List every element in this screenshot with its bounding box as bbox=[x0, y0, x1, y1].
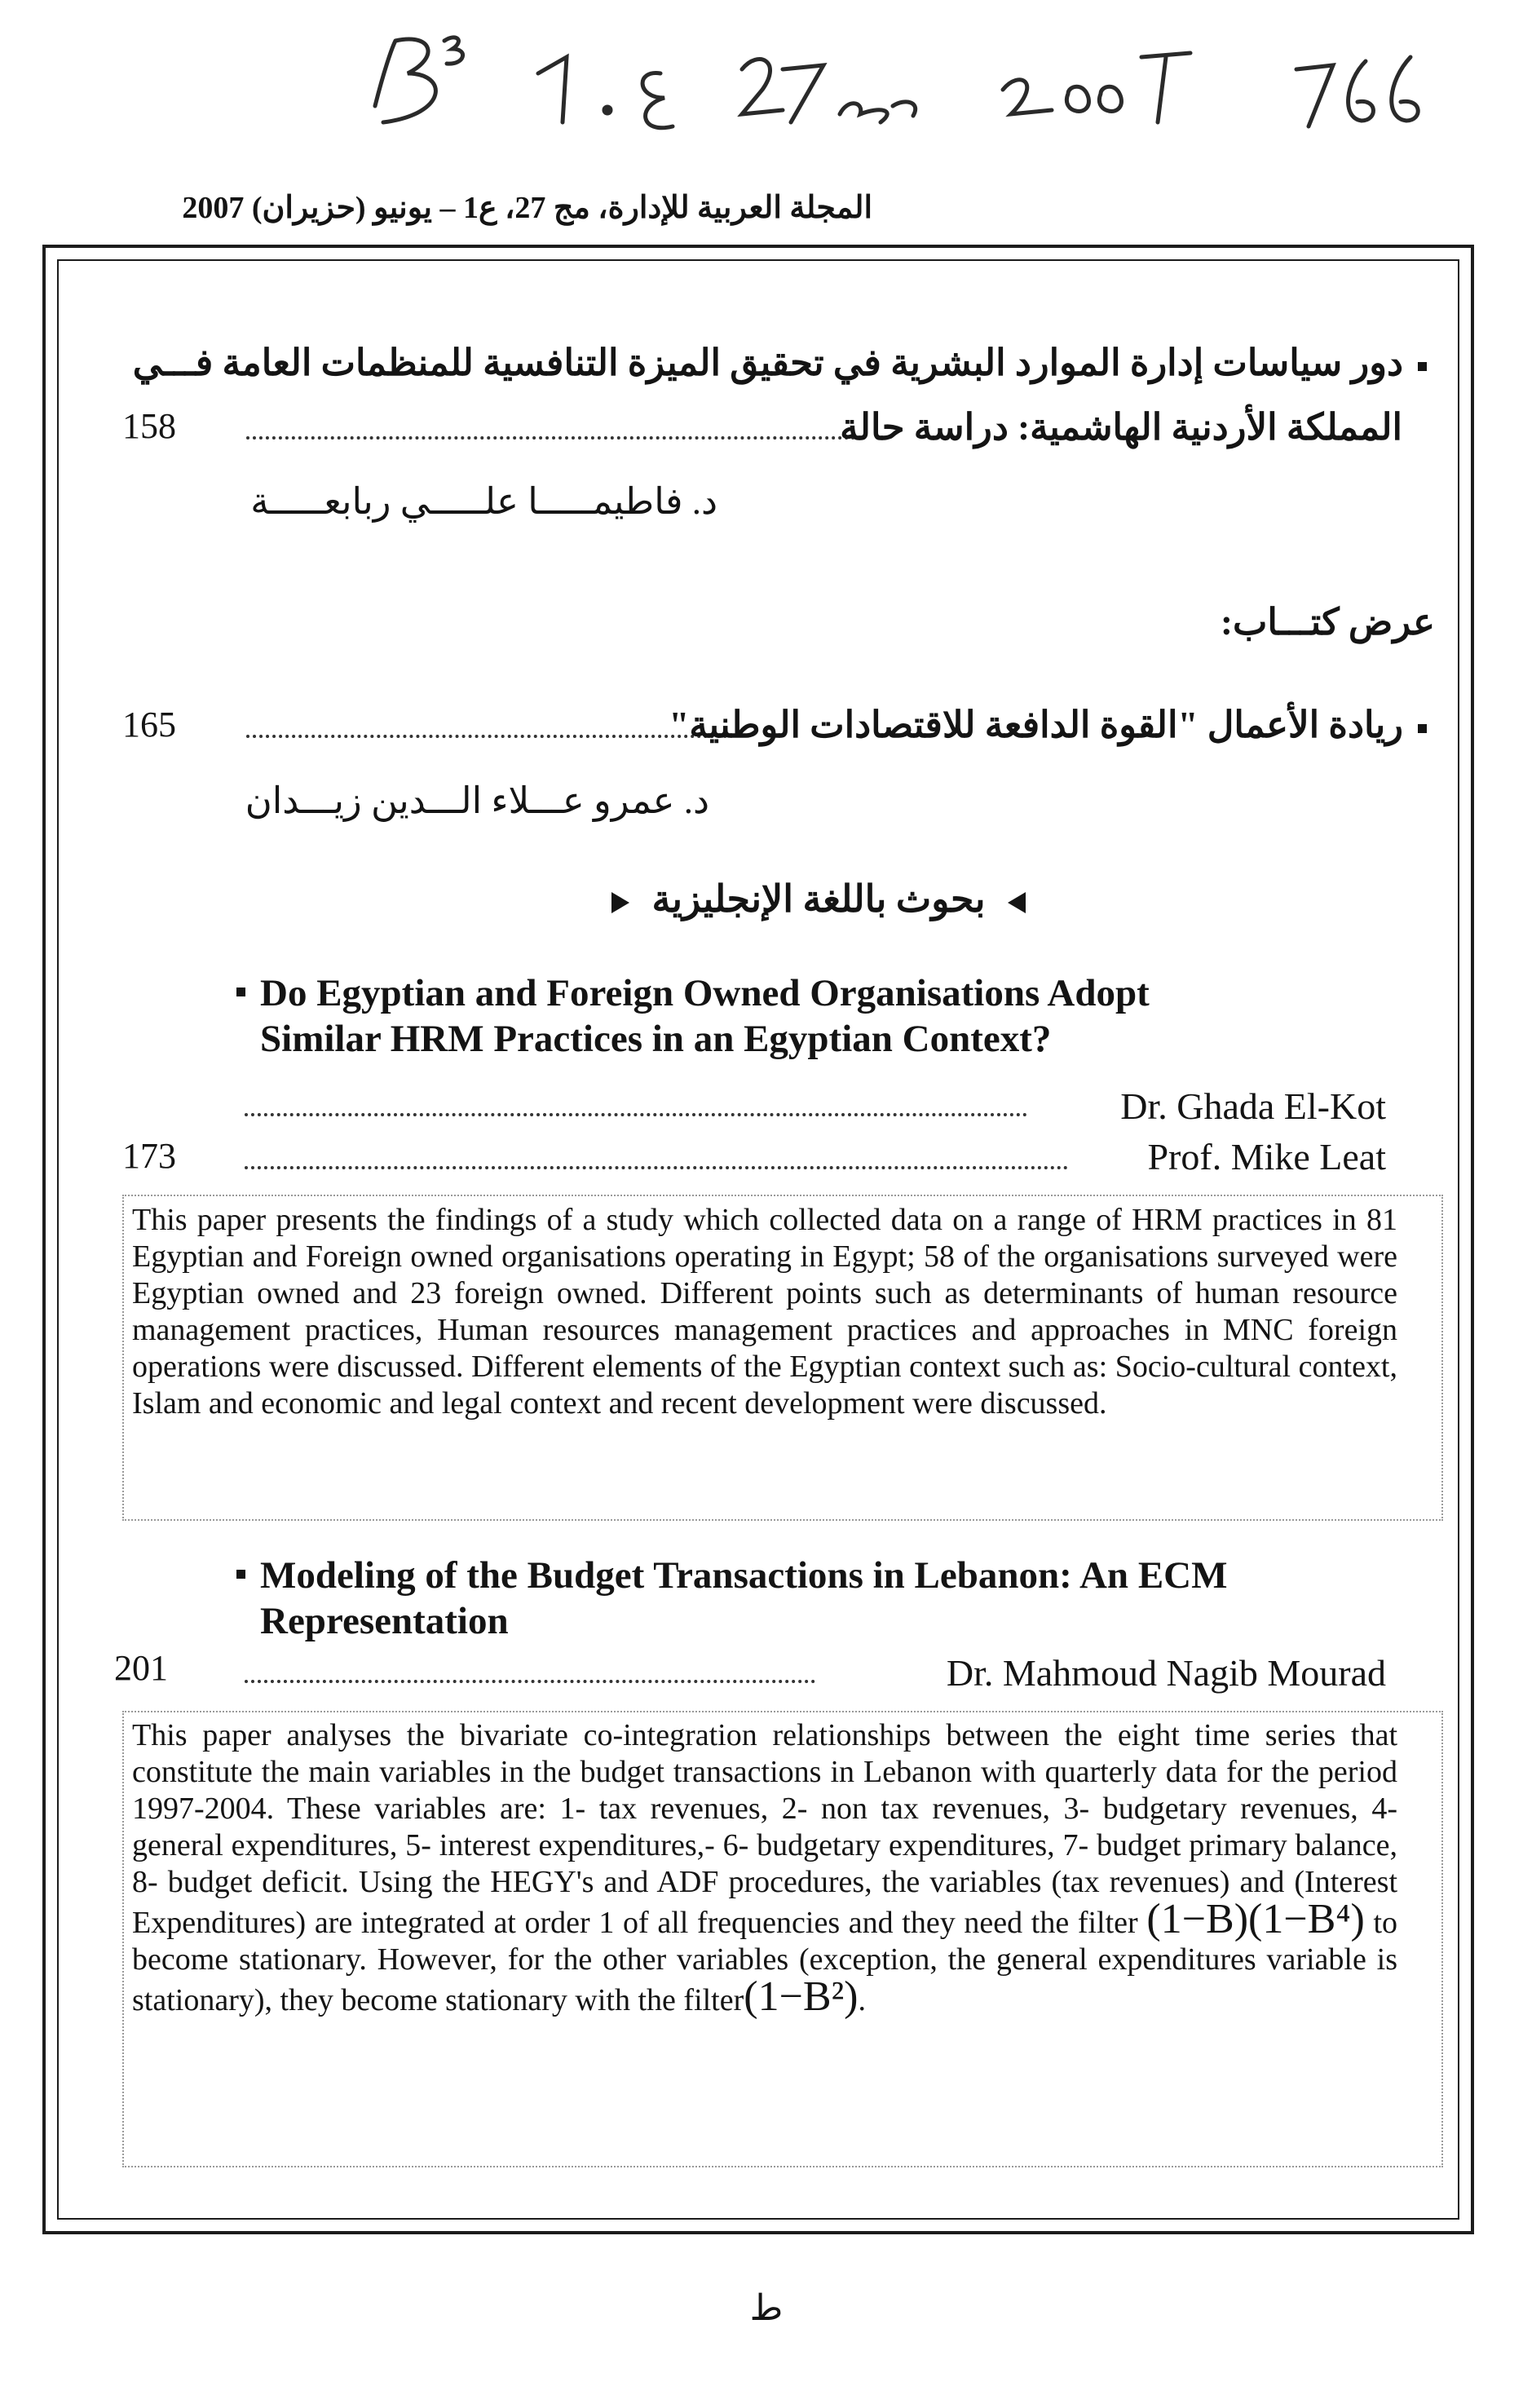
journal-header: المجلة العربية للإدارة، مج 27، ع1 – يونيو (حزيران) 2007 bbox=[182, 191, 872, 225]
leader-dots bbox=[246, 436, 862, 440]
english-entry2-author: Dr. Mahmoud Nagib Mourad bbox=[946, 1652, 1386, 1694]
book-review-heading: عرض كتـــاب: bbox=[1221, 602, 1435, 643]
english-entry1-title[interactable]: Do Egyptian and Foreign Owned Organisations Adopt Similar HRM Practices in an Egyptian Context? bbox=[236, 970, 1435, 1062]
footer-page-letter: ط bbox=[749, 2288, 784, 2328]
english-section-heading: بحوث باللغة الإنجليزية bbox=[636, 877, 1027, 926]
arabic-entry-page: 158 bbox=[122, 406, 176, 446]
book-review-page: 165 bbox=[122, 705, 176, 744]
book-review-title[interactable]: ريادة الأعمال "القوة الدافعة للاقتصادات الوطنية" bbox=[738, 703, 1427, 746]
english-entry1-abstract: This paper presents the findings of a study which collected data on a range of HRM practices in 81 Egyptian and Foreign owned organisations operating in Egypt; 58 of the organisations surveyed were Egyptian owned and 23 foreign owned. Different points such as determinants of human resource management practices, Human resources management practices and approaches in MNC foreign operations were discussed. Different elements of the Egyptian context such as: Socio-cultural context, Islam and economic and legal context and recent development were discussed. bbox=[132, 1203, 1397, 1420]
arabic-entry-title-line2: المملكة الأردنية الهاشمية: دراسة حالة bbox=[840, 407, 1402, 448]
english-entry1-page: 173 bbox=[122, 1136, 176, 1176]
english-entry2-title[interactable]: Modeling of the Budget Transactions in Lebanon: An ECM Representation bbox=[236, 1553, 1435, 1644]
english-entry2-abstract: This paper analyses the bivariate co-integration relationships between the eight time series that constitute the main variables in the budget transactions in Lebanon with quarterly data for the period 1997-2004. These variables are: 1- tax revenues, 2- non tax revenues, 3- budgetary revenues, 4- general expenditures, 5- interest expenditures,- 6- budgetary expenditures, 7- budget primary balance, 8- budget deficit. Using the HEGY's and ADF procedures, the variables (tax revenues) and (Interest Expenditures) are integrated at order 1 of all frequencies and they need the filter (1−B)(1−B⁴) to become stationary. However, for the other variables (exception, the general expenditures variable is stationary), they become stationary with the filter(1−B²). bbox=[132, 1718, 1398, 2020]
leader-dots bbox=[246, 735, 727, 738]
arabic-entry-author: د. فاطيمـــــا علـــــي ربابعـــــة bbox=[250, 481, 717, 522]
leader-dots bbox=[245, 1680, 815, 1683]
triangle-right-icon bbox=[610, 890, 631, 915]
bullet-icon bbox=[236, 988, 245, 996]
handwritten-note-image bbox=[359, 24, 1484, 147]
bullet-icon bbox=[236, 1570, 245, 1579]
leader-dots bbox=[245, 1166, 1068, 1169]
bullet-icon bbox=[1418, 724, 1427, 733]
english-entry1-author2: Prof. Mike Leat bbox=[1147, 1136, 1386, 1177]
bullet-icon bbox=[1418, 362, 1427, 371]
filter-formula-2: (1−B²) bbox=[744, 1973, 859, 2020]
leader-dots bbox=[245, 1113, 1027, 1116]
arabic-entry-title-line1[interactable]: دور سياسات إدارة الموارد البشرية في تحقيق الميزة التنافسية للمنظمات العامة فـــي bbox=[228, 341, 1427, 384]
filter-formula-1: (1−B)(1−B⁴) bbox=[1146, 1896, 1365, 1942]
english-entry1-author1: Dr. Ghada El-Kot bbox=[1120, 1085, 1386, 1127]
book-review-author: د. عمرو عـــلاء الـــدين زيـــدان bbox=[245, 780, 709, 821]
english-entry2-page: 201 bbox=[114, 1648, 168, 1688]
triangle-left-icon bbox=[1006, 890, 1027, 915]
